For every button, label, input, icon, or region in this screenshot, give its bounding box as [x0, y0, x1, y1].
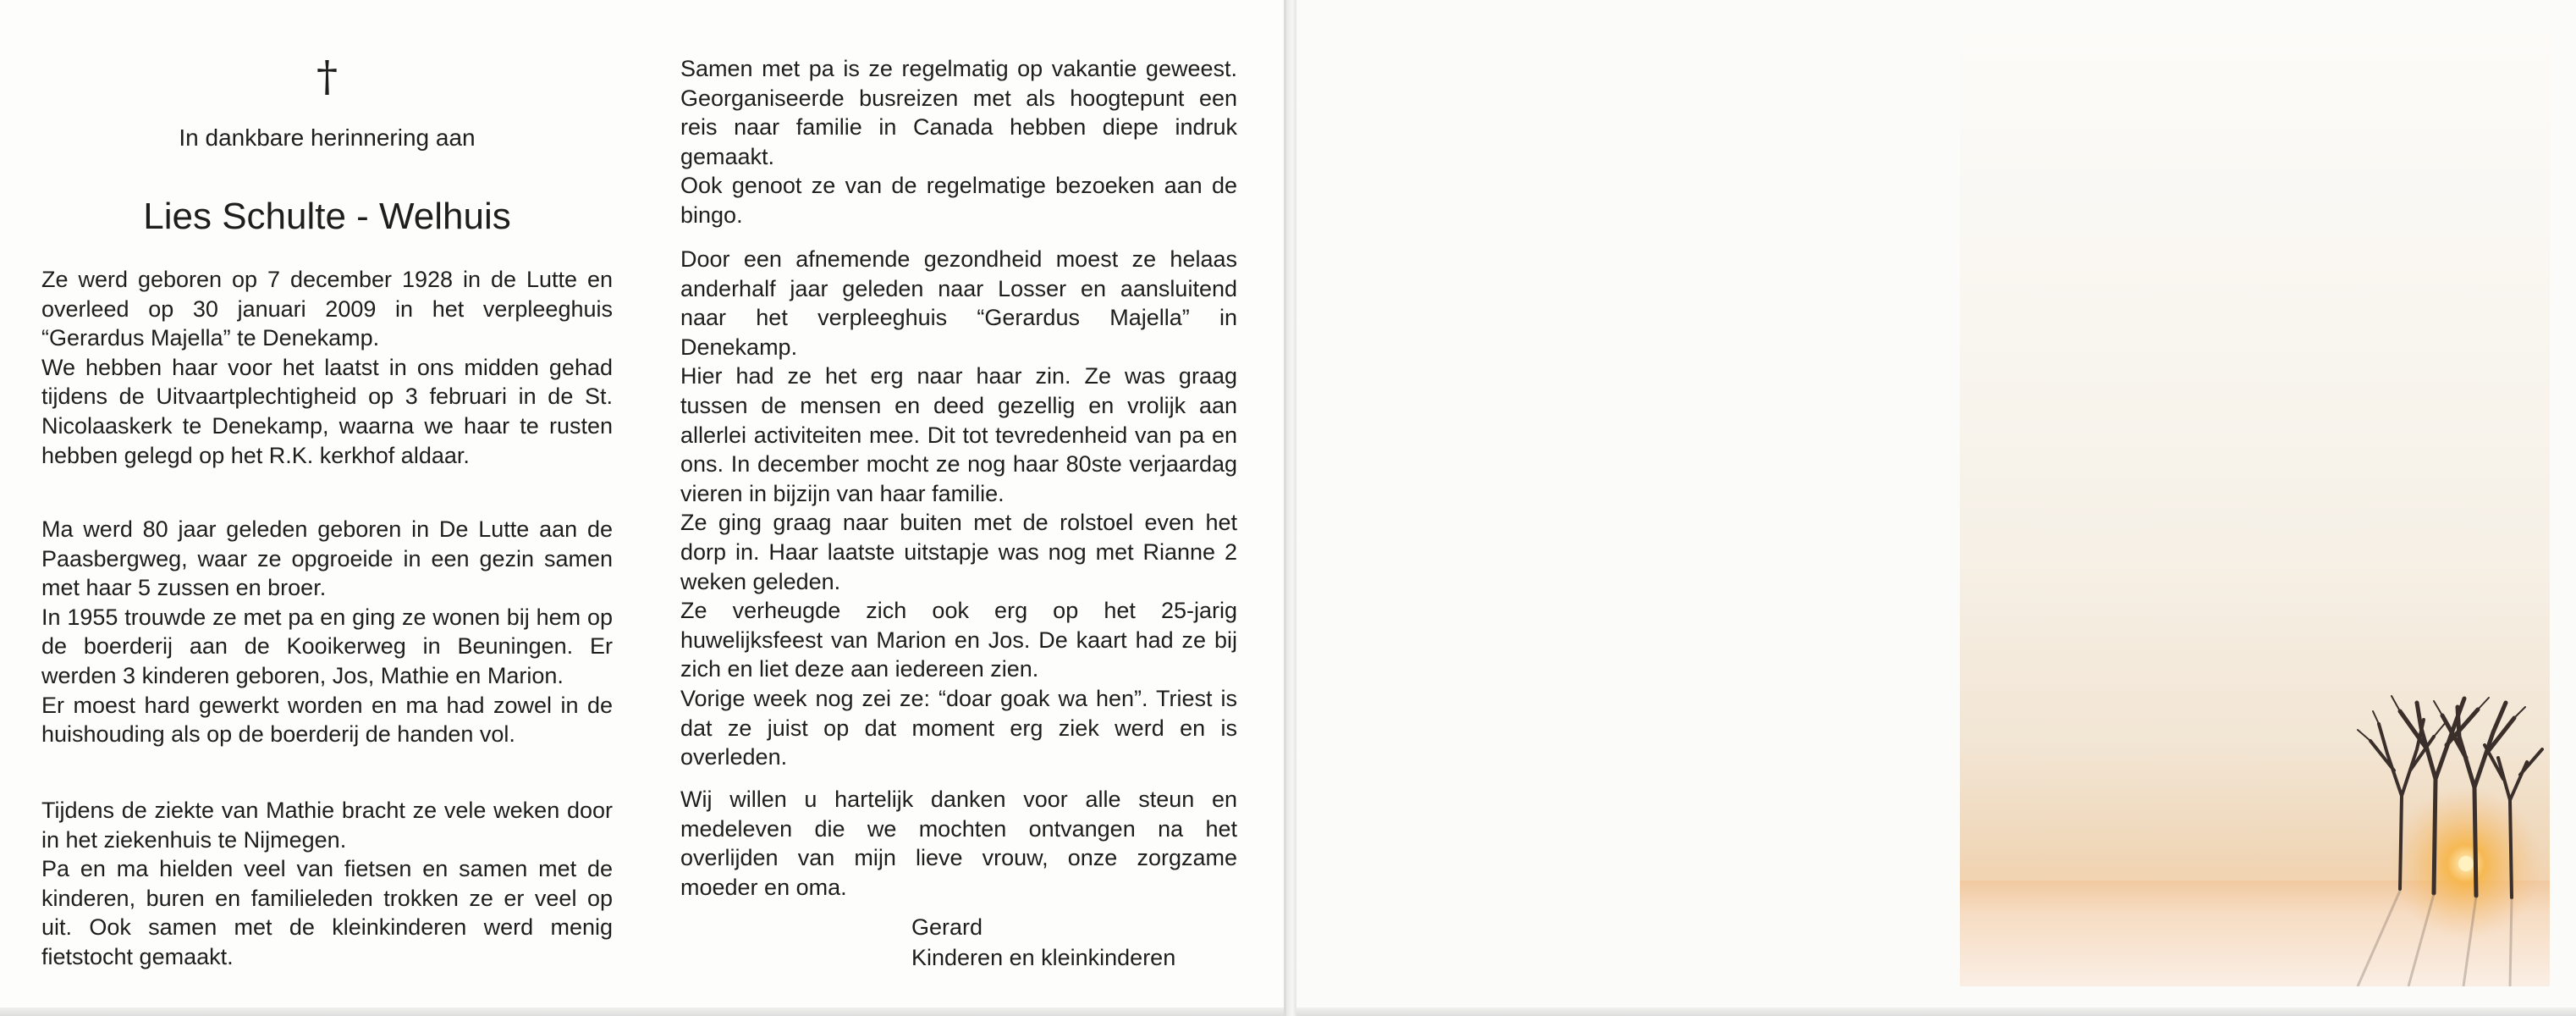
winter-sunset-photo [1960, 34, 2550, 986]
text-line-block: Ze werd geboren op 7 december 1928 in de Lutte en overleed op 30 januari 2009 in het verpleeghuis “Gerardus Majella” te Denekamp. [41, 267, 613, 351]
text-card [0, 0, 1286, 1016]
paragraph-family [41, 515, 613, 749]
text-line-block: Er moest hard gewerkt worden en ma had zowel in de huishouding als op de boerderij de handen vol. [41, 692, 613, 748]
text-line-block: Samen met pa is ze regelmatig op vakantie geweest. Georganiseerde busreizen met als hoogtepunt een reis naar familie in Canada hebben diepe indruk gemaakt. [680, 56, 1237, 169]
trees-sunset-illustration [1960, 34, 2550, 986]
cross-icon: † [316, 52, 338, 101]
text-line-block: Ze verheugde zich ook erg op het 25-jarig huwelijksfeest van Marion en Jos. De kaart had ze bij zich en liet deze aan iedereen zien. [680, 598, 1237, 682]
text-line-block: Ze ging graag naar buiten met de rolstoel even het dorp in. Haar laatste uitstapje was nog met Rianne 2 weken geleden. [680, 510, 1237, 594]
paragraph-nursing-home [680, 245, 1237, 772]
card-fold [1286, 0, 1296, 1016]
text-line-block: Ma werd 80 jaar geleden geboren in De Lutte aan de Paasbergweg, waar ze opgroeide in een gezin samen met haar 5 zussen en broer. [41, 516, 613, 601]
text-line-block: In 1955 trouwde ze met pa en ging ze wonen bij hem op de boerderij aan de Kooikerweg in Beuningen. Er werden 3 kinderen geboren, Jos, Mathie en Marion. [41, 604, 613, 688]
text-line-block: Vorige week nog zei ze: “doar goak wa hen”. Triest is dat ze juist op dat moment erg ziek werd en is overleden. [680, 685, 1237, 770]
deceased-name: Lies Schulte - Welhuis [143, 196, 511, 237]
text-line-block: Tijdens de ziekte van Mathie bracht ze vele weken door in het ziekenhuis te Nijmegen. [41, 798, 613, 853]
signature-family: Kinderen en kleinkinderen [911, 945, 1176, 970]
text-line-block: Hier had ze het erg naar haar zin. Ze was graag tussen de mensen en deed gezellig en vrolijk aan allerlei activiteiten mee. Dit tot tevredenheid van pa en ons. In december mocht ze nog haar 80ste verjaardag vieren in bijzijn van haar familie. [680, 363, 1237, 506]
signature-name: Gerard [911, 914, 983, 940]
text-line-block: Wij willen u hartelijk danken voor alle steun en medeleven die we mochten ontvangen na het overlijden van mijn lieve vrouw, onze zorgzame moeder en oma. [680, 787, 1237, 900]
signature [911, 912, 1175, 973]
text-line-block: Pa en ma hielden veel van fietsen en samen met de kinderen, buren en familieleden trokken ze er veel op uit. Ook samen met de kleinkinderen werd menig fietstocht gemaakt. [41, 856, 613, 969]
text-line-block: We hebben haar voor het laatst in ons midden gehad tijdens de Uitvaartplechtigheid op 3 februari in de St. Nicolaaskerk te Denekamp, waarna we haar te rusten hebben gelegd op het R.K. kerkhof aldaar. [41, 354, 613, 468]
paragraph-thanks [680, 785, 1237, 902]
intro-line: In dankbare herinnering aan [179, 124, 476, 151]
paragraph-holidays [680, 54, 1237, 230]
paragraph-cycling [41, 796, 613, 972]
text-line-block: Ook genoot ze van de regelmatige bezoeken aan de bingo. [680, 173, 1237, 228]
sun-icon [2458, 856, 2474, 871]
paragraph-birth-death [41, 265, 613, 470]
text-line-block: Door een afnemende gezondheid moest ze helaas anderhalf jaar geleden naar Losser en aansluitend naar het verpleeghuis “Gerardus Majella” in Denekamp. [680, 246, 1237, 360]
